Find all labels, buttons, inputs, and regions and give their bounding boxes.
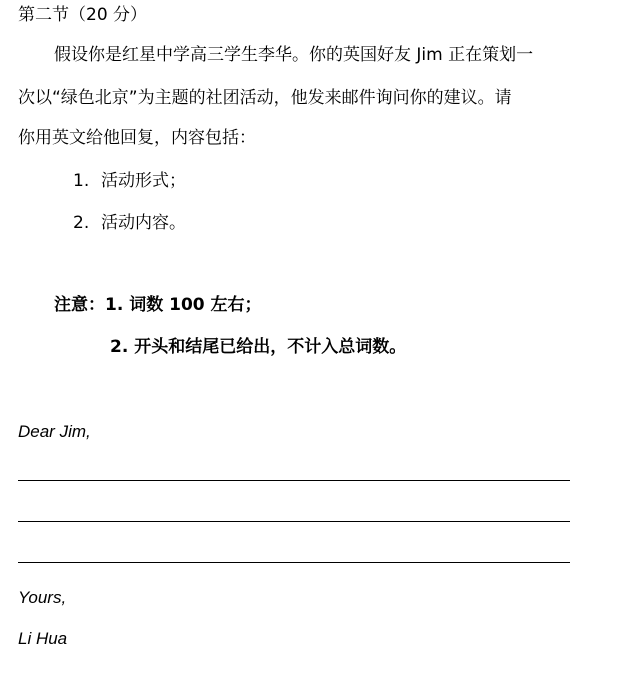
content-item-2 xyxy=(73,212,186,234)
letter-salutation: Dear Jim, xyxy=(18,422,91,441)
writing-line-1[interactable] xyxy=(18,480,570,481)
content-item-text: 活动内容。 xyxy=(101,213,186,233)
writing-line-3[interactable] xyxy=(18,562,570,563)
prompt-line-3: 你用英文给他回复，内容包括： xyxy=(18,128,256,148)
letter-signature: Li Hua xyxy=(18,629,68,648)
content-item-number: 1. xyxy=(73,171,90,191)
content-item-1 xyxy=(73,170,186,192)
prompt-line-2: 次以“绿色北京”为主题的社团活动，他发来邮件询问你的建议。请 xyxy=(18,88,512,108)
note-line-1 xyxy=(54,294,262,316)
content-item-text: 活动形式； xyxy=(101,171,186,191)
writing-line-2[interactable] xyxy=(18,521,570,522)
prompt-line-1: 假设你是红星中学高三学生李华。你的英国好友 Jim 正在策划一 xyxy=(54,45,534,65)
note-label: 注意： xyxy=(54,295,105,315)
section-title: 第二节（20 分） xyxy=(18,5,148,25)
letter-closing: Yours, xyxy=(18,588,67,607)
note-text-1: 1. 词数 100 左右； xyxy=(105,295,262,315)
note-line-2: 2. 开头和结尾已给出，不计入总词数。 xyxy=(110,337,407,357)
content-item-number: 2. xyxy=(73,213,90,233)
